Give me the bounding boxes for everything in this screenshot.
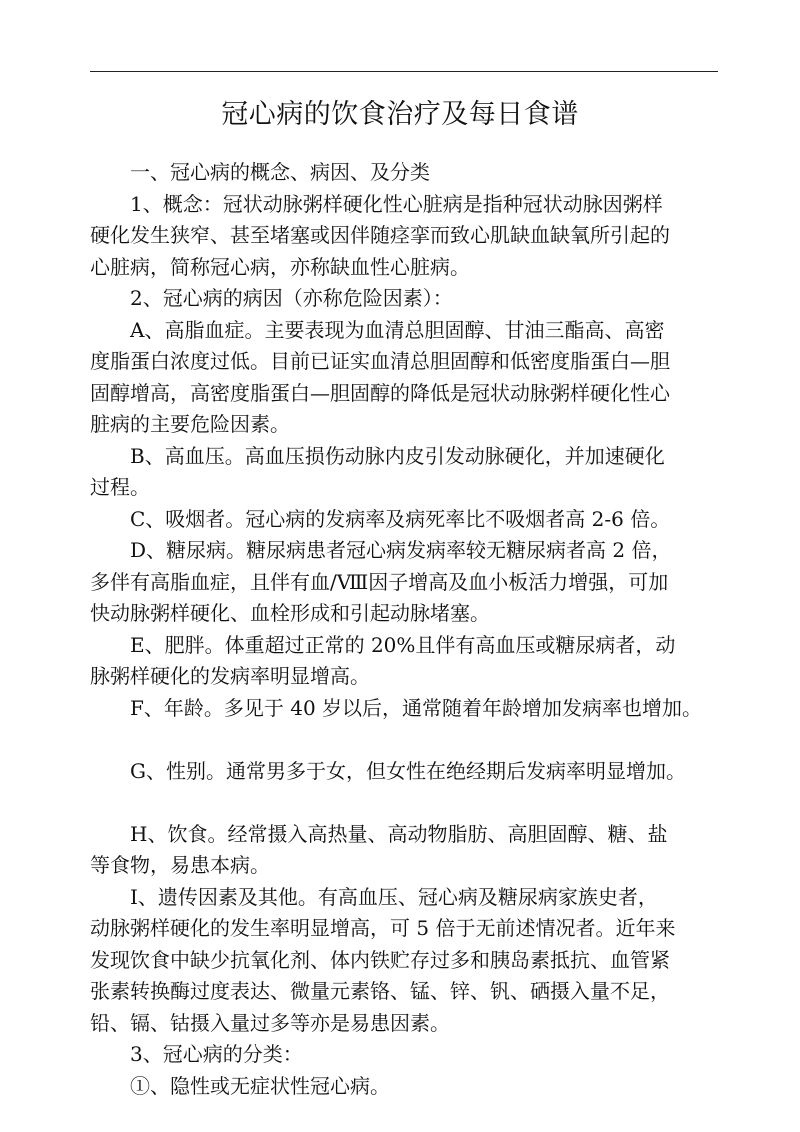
paragraph-line: 1、概念：冠状动脉粥样硬化性心脏病是指种冠状动脉因粥样 — [130, 191, 663, 216]
list-item: ①、隐性或无症状性冠心病。 — [130, 1073, 390, 1098]
paragraph-line: 张素转换酶过度表达、微量元素铬、锰、锌、钒、硒摄入量不足， — [90, 979, 670, 1003]
paragraph-line: 多伴有高脂血症，且伴有血/Ⅷ因子增高及血小板活力增强，可加 — [90, 569, 669, 594]
paragraph-line: G、性别。通常男多于女，但女性在绝经期后发病率明显增加。 — [130, 758, 686, 783]
paragraph-line: 铅、镉、钴摄入量过多等亦是易患因素。 — [90, 1010, 450, 1035]
subsection-heading: 2、冠心病的病因（亦称危险因素）： — [130, 286, 453, 310]
paragraph-line: I、遗传因素及其他。有高血压、冠心病及糖尿病家族史者， — [130, 884, 658, 909]
paragraph-line: 动脉粥样硬化的发生率明显增高，可 5 倍于无前述情况者。近年来 — [90, 916, 676, 940]
paragraph-line: D、糖尿病。糖尿病患者冠心病发病率较无糖尿病者高 2 倍， — [130, 538, 672, 562]
paragraph-line: 快动脉粥样硬化、血栓形成和引起动脉堵塞。 — [90, 601, 490, 625]
paragraph-line: H、饮食。经常摄入高热量、高动物脂肪、高胆固醇、糖、盐 — [130, 821, 668, 846]
header-rule — [90, 71, 718, 72]
paragraph-line: B、高血压。高血压损伤动脉内皮引发动脉硬化，并加速硬化 — [130, 443, 665, 468]
paragraph-line: 脏病的主要危险因素。 — [90, 412, 290, 436]
paragraph-line: E、肥胖。体重超过正常的 20%且伴有高血压或糖尿病者，动 — [130, 632, 676, 657]
document-title: 冠心病的饮食治疗及每日食谱 — [221, 99, 579, 130]
paragraph-line: 脉粥样硬化的发病率明显增高。 — [90, 664, 370, 688]
paragraph-line: 等食物，易患本病。 — [90, 853, 270, 877]
subsection-heading: 3、冠心病的分类： — [130, 1042, 303, 1066]
paragraph-line: 度脂蛋白浓度过低。目前已证实血清总胆固醇和低密度脂蛋白—胆 — [90, 349, 670, 373]
paragraph-line: A、高脂血症。主要表现为血清总胆固醇、甘油三酯高、高密 — [130, 317, 665, 342]
paragraph-line: 硬化发生狭窄、甚至堵塞或因伴随痉挛而致心肌缺血缺氧所引起的 — [90, 223, 670, 247]
section-heading: 一、冠心病的概念、病因、及分类 — [130, 160, 430, 184]
paragraph-line: C、吸烟者。冠心病的发病率及病死率比不吸烟者高 2-6 倍。 — [130, 506, 671, 531]
document-body — [90, 157, 730, 1102]
paragraph-line: F、年龄。多见于 40 岁以后，通常随着年龄增加发病率也增加。 — [130, 695, 703, 720]
paragraph-line: 固醇增高，高密度脂蛋白—胆固醇的降低是冠状动脉粥样硬化性心 — [90, 380, 670, 405]
paragraph-line: 发现饮食中缺少抗氧化剂、体内铁贮存过多和胰岛素抵抗、血管紧 — [90, 947, 670, 972]
paragraph-line: 过程。 — [90, 475, 150, 499]
paragraph-line: 心脏病，简称冠心病，亦称缺血性心脏病。 — [90, 254, 470, 279]
